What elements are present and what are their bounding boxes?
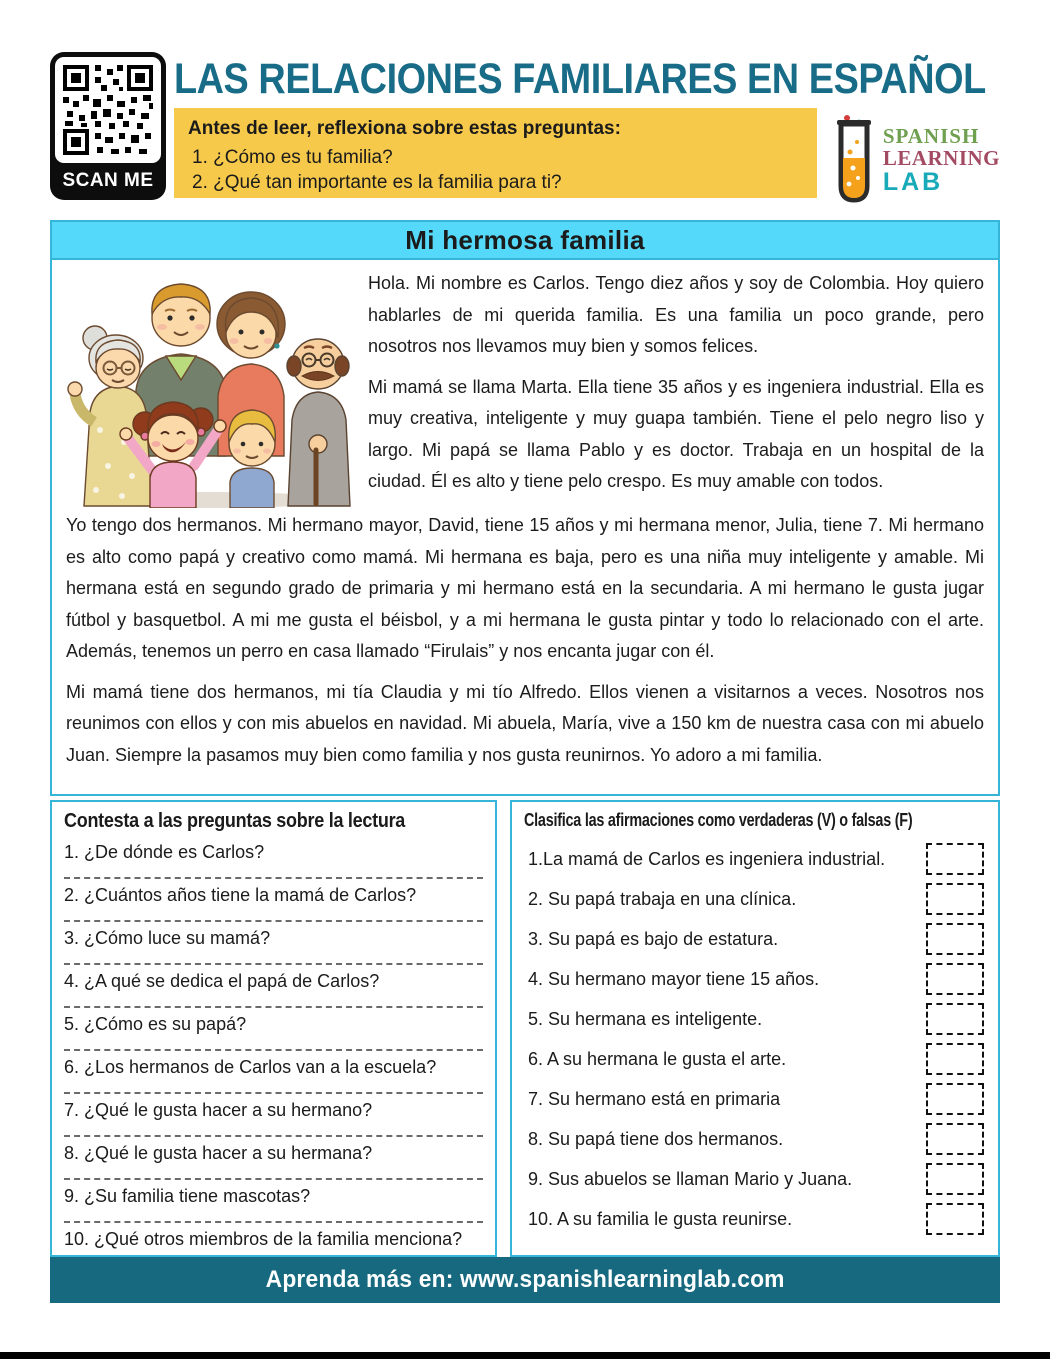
reflection-heading: Antes de leer, reflexiona sobre estas preguntas: [188, 118, 621, 139]
true-false-row [524, 999, 986, 1039]
true-false-row [524, 959, 986, 999]
answer-checkbox[interactable] [926, 963, 984, 995]
footer-link-text[interactable]: Aprenda más en: www.spanishlearninglab.com [265, 1266, 785, 1293]
answer-checkbox[interactable] [926, 923, 984, 955]
answer-line[interactable] [64, 1035, 483, 1051]
reading-paragraph: Hola. Mi nombre es Carlos. Tengo diez años y soy de Colombia. Hoy quiero hablarles de mi querida familia. Es una familia un poco grande, pero nosotros nos llevamos muy bien y somos felices. [368, 273, 984, 356]
answer-line[interactable] [64, 949, 483, 965]
answer-checkbox[interactable] [926, 1043, 984, 1075]
statement-text: 6. A su hermana le gusta el arte. [528, 1048, 787, 1069]
true-false-row [524, 879, 986, 919]
answer-line[interactable] [64, 992, 483, 1008]
reading-section [50, 220, 1000, 796]
header-right [174, 52, 1000, 208]
statement-text: 7. Su hermano está en primaria [528, 1088, 781, 1109]
answer-line[interactable] [64, 1207, 483, 1223]
question-text: 2. ¿Cuántos años tiene la mamá de Carlos? [64, 885, 417, 905]
worksheet-page [50, 0, 1000, 1257]
question-text: 10. ¿Qué otros miembros de la familia menciona? [64, 1229, 463, 1249]
statement-text: 8. Su papá tiene dos hermanos. [528, 1128, 784, 1149]
answer-line[interactable] [64, 1121, 483, 1137]
true-false-row [524, 1079, 986, 1119]
statement-text: 9. Sus abuelos se llaman Mario y Juana. [528, 1168, 853, 1189]
answer-line[interactable] [64, 1078, 483, 1094]
qr-code-icon [61, 63, 155, 157]
true-false-row [524, 1199, 986, 1239]
test-tube-icon [829, 112, 879, 208]
reflection-question: 2. ¿Qué tan importante es la familia para ti? [192, 172, 562, 193]
question-text: 6. ¿Los hermanos de Carlos van a la escuela? [64, 1057, 437, 1077]
question-text: 5. ¿Cómo es su papá? [64, 1014, 247, 1034]
answer-checkbox[interactable] [926, 883, 984, 915]
cartoon-family-icon [66, 270, 354, 508]
qr-code-image [55, 57, 161, 163]
answer-checkbox[interactable] [926, 1123, 984, 1155]
statement-text: 10. A su familia le gusta reunirse. [528, 1208, 793, 1229]
true-false-row [524, 1039, 986, 1079]
true-false-row [524, 839, 986, 879]
open-questions-list [64, 841, 483, 1250]
logo-word-spanish: SPANISH [882, 123, 980, 148]
open-questions-section [50, 800, 497, 1257]
answer-line[interactable] [64, 863, 483, 879]
true-false-row [524, 919, 986, 959]
question-text: 1. ¿De dónde es Carlos? [64, 842, 265, 862]
question-text: 8. ¿Qué le gusta hacer a su hermana? [64, 1143, 373, 1163]
statement-text: 1.La mamá de Carlos es ingeniera industrial. [528, 848, 886, 869]
question-text: 3. ¿Cómo luce su mamá? [64, 928, 271, 948]
answer-checkbox[interactable] [926, 1203, 984, 1235]
true-false-row [524, 1119, 986, 1159]
reflection-box [174, 108, 817, 198]
spanish-learning-lab-logo [829, 108, 1000, 208]
answer-checkbox[interactable] [926, 1003, 984, 1035]
true-false-heading: Clasifica las afirmaciones como verdaderas (V) o falsas (F) [524, 810, 913, 830]
reflection-question: 1. ¿Cómo es tu familia? [192, 147, 393, 168]
answer-line[interactable] [64, 1164, 483, 1180]
open-questions-heading: Contesta a las preguntas sobre la lectura [64, 810, 406, 832]
bottom-edge-strip [0, 1352, 1050, 1359]
family-illustration [66, 270, 354, 508]
statement-text: 5. Su hermana es inteligente. [528, 1008, 763, 1029]
header [50, 52, 1000, 208]
logo-word-lab: LAB [882, 167, 944, 196]
true-false-list [524, 839, 986, 1239]
question-text: 9. ¿Su familia tiene mascotas? [64, 1186, 311, 1206]
question-text: 7. ¿Qué le gusta hacer a su hermano? [64, 1100, 373, 1120]
answer-checkbox[interactable] [926, 843, 984, 875]
reading-title: Mi hermosa familia [52, 222, 998, 260]
reading-paragraph: Mi mamá tiene dos hermanos, mi tía Claudia y mi tío Alfredo. Ellos vienen a visitarnos a veces. Nosotros nos reunimos con ellos y con mis abuelos en navidad. Mi abuela, María, vive a 150 km de nuestra casa con mi abuelo Juan. Siempre la pasamos muy bien como familia y nos gusta reunirnos. Yo adoro a mi familia. [66, 681, 984, 765]
reading-content [52, 260, 998, 786]
qr-sticker [50, 52, 166, 200]
page-title: LAS RELACIONES FAMILIARES EN ESPAÑOL [174, 55, 986, 103]
answer-line[interactable] [64, 906, 483, 922]
qr-scan-me-label: SCAN ME [62, 170, 154, 191]
statement-text: 3. Su papá es bajo de estatura. [528, 928, 779, 949]
logo-word-learning: LEARNING [882, 145, 1000, 170]
exercise-columns [50, 800, 1000, 1257]
answer-checkbox[interactable] [926, 1083, 984, 1115]
true-false-section [510, 800, 1000, 1257]
reading-paragraph: Yo tengo dos hermanos. Mi hermano mayor, David, tiene 15 años y mi hermana menor, Julia, tiene 7. Mi hermano es alto como papá y creativo como mamá. Mi hermana es baja, pero es una niña muy inteligente y amable. Mi hermana está en segundo grado de primaria y mi hermano está en la secundaria. A mi hermano le gusta jugar fútbol y basquetbol. A mi me gusta el béisbol, y a mi hermana le gusta pintar y todo lo relacionado con el arte. Además, tenemos un perro en casa llamado “Firulais” y nos encanta jugar con él. [66, 515, 984, 661]
question-text: 4. ¿A qué se dedica el papá de Carlos? [64, 971, 380, 991]
reading-paragraph: Mi mamá se llama Marta. Ella tiene 35 años y es ingeniera industrial. Ella es muy creativa, inteligente y muy guapa también. Tiene el pelo negro liso y largo. Mi papá se llama Pablo y es doctor. Trabaja en un hospital de la ciudad. Él es alto y tiene pelo crespo. Es muy amable con todos. [368, 376, 984, 491]
footer-bar [50, 1257, 1000, 1303]
statement-text: 2. Su papá trabaja en una clínica. [528, 888, 797, 909]
true-false-row [524, 1159, 986, 1199]
answer-checkbox[interactable] [926, 1163, 984, 1195]
statement-text: 4. Su hermano mayor tiene 15 años. [528, 968, 820, 989]
